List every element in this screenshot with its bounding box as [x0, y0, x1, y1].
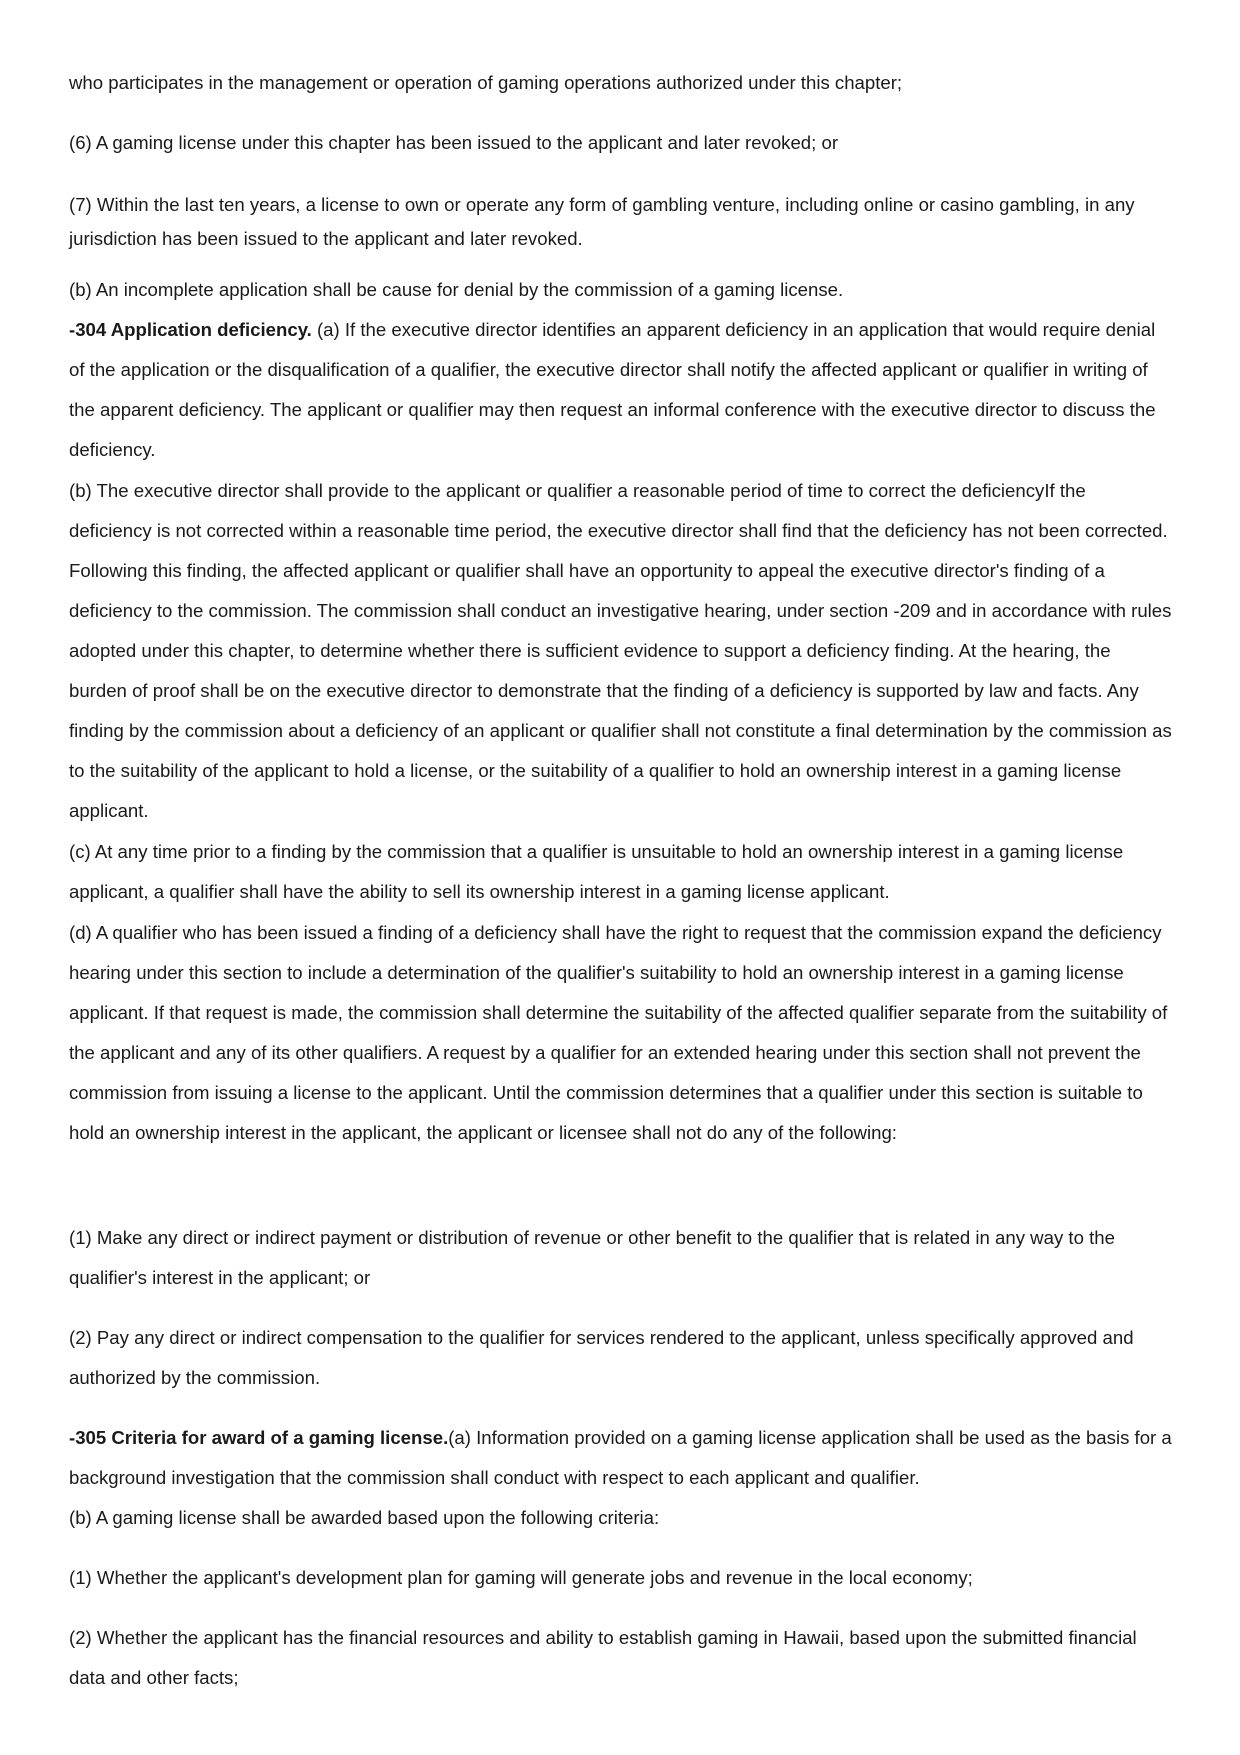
- section-heading: -305 Criteria for award of a gaming license.: [69, 1427, 449, 1448]
- paragraph-text: (6) A gaming license under this chapter has been issued to the applicant and later revoked; or: [69, 132, 839, 153]
- section-304-d-2: [69, 1318, 1173, 1398]
- section-304-a: [69, 310, 1173, 470]
- list-item-6: [69, 123, 1173, 163]
- section-heading: -304 Application deficiency.: [69, 319, 312, 340]
- section-305-b-1: [69, 1558, 1173, 1598]
- paragraph-text: (1) Whether the applicant's development plan for gaming will generate jobs and revenue in the local economy;: [69, 1567, 973, 1588]
- paragraph-text: (1) Make any direct or indirect payment or distribution of revenue or other benefit to the qualifier that is related in any way to the qualifier's interest in the applicant; or: [69, 1227, 1115, 1288]
- paragraph-text: (b) A gaming license shall be awarded based upon the following criteria:: [69, 1507, 660, 1528]
- list-item-7: [69, 188, 1173, 256]
- section-305-b-2: [69, 1618, 1173, 1698]
- paragraph-text: who participates in the management or operation of gaming operations authorized under this chapter;: [69, 72, 903, 93]
- section-305-a: [69, 1418, 1173, 1498]
- paragraph-text: (2) Pay any direct or indirect compensation to the qualifier for services rendered to the applicant, unless specifically approved and authorized by the commission.: [69, 1327, 1134, 1388]
- paragraph-text: (a) Information provided on a gaming license application shall be used as the basis for a background investigation that the commission shall conduct with respect to each applicant and qualifier.: [69, 1427, 1172, 1488]
- paragraph-continuation: [69, 63, 1173, 103]
- section-305-b: [69, 1498, 1173, 1538]
- paragraph-text: (c) At any time prior to a finding by the commission that a qualifier is unsuitable to hold an ownership interest in a gaming license applicant, a qualifier shall have the ability to sell its ownership interest in a gaming license applicant.: [69, 841, 1124, 902]
- paragraph-text: (b) An incomplete application shall be cause for denial by the commission of a gaming license.: [69, 279, 844, 300]
- paragraph-text: (b) The executive director shall provide to the applicant or qualifier a reasonable period of time to correct the deficiencyIf the deficiency is not corrected within a reasonable time period, the executive director shall find that the deficiency has not been corrected. Following this finding, the affected applicant or qualifier shall have an opportunity to appeal the executive director's finding of a deficiency to the commission. The commission shall conduct an investigative hearing, under section -209 and in accordance with rules adopted under this chapter, to determine whether there is sufficient evidence to support a deficiency finding. At the hearing, the burden of proof shall be on the executive director to demonstrate that the finding of a deficiency is supported by law and facts. Any finding by the commission about a deficiency of an applicant or qualifier shall not constitute a final determination by the commission as to the suitability of the applicant to hold a license, or the suitability of a qualifier to hold an ownership interest in a gaming license applicant.: [69, 480, 1172, 821]
- section-304-d-1: [69, 1218, 1173, 1298]
- paragraph-incomplete-application: [69, 270, 1173, 310]
- paragraph-text: (2) Whether the applicant has the financial resources and ability to establish gaming in Hawaii, based upon the submitted financial data and other facts;: [69, 1627, 1137, 1688]
- section-304-c: [69, 832, 1173, 912]
- paragraph-text: (a) If the executive director identifies an apparent deficiency in an application that would require denial of the application or the disqualification of a qualifier, the executive director shall notify the affected applicant or qualifier in writing of the apparent deficiency. The applicant or qualifier may then request an informal conference with the executive director to discuss the deficiency.: [69, 319, 1156, 460]
- paragraph-text: (7) Within the last ten years, a license to own or operate any form of gambling venture, including online or casino gambling, in any jurisdiction has been issued to the applicant and later revoked.: [69, 194, 1135, 249]
- section-304-b: [69, 471, 1173, 831]
- paragraph-text: (d) A qualifier who has been issued a finding of a deficiency shall have the right to request that the commission expand the deficiency hearing under this section to include a determination of the qualifier's suitability to hold an ownership interest in a gaming license applicant. If that request is made, the commission shall determine the suitability of the affected qualifier separate from the suitability of the applicant and any of its other qualifiers. A request by a qualifier for an extended hearing under this section shall not prevent the commission from issuing a license to the applicant. Until the commission determines that a qualifier under this section is suitable to hold an ownership interest in the applicant, the applicant or licensee shall not do any of the following:: [69, 922, 1168, 1143]
- section-304-d: [69, 913, 1173, 1153]
